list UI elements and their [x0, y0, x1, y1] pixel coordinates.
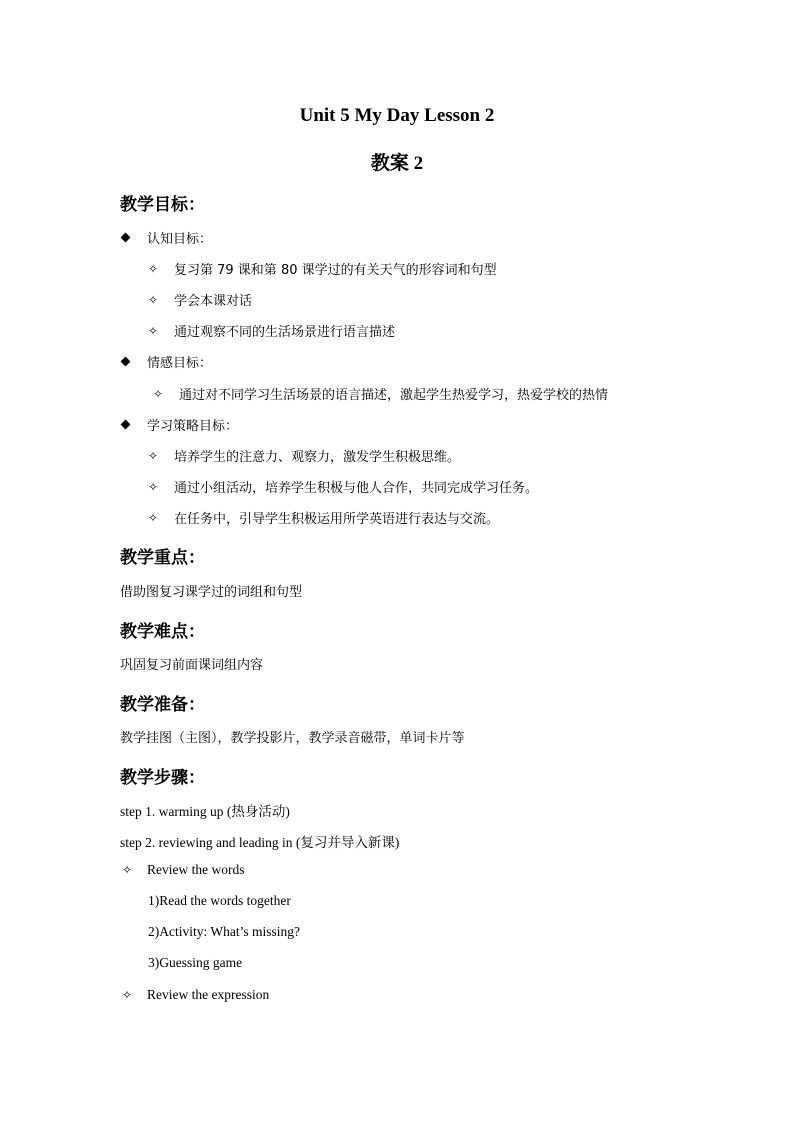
list-item: 1)Read the words together: [148, 893, 291, 908]
list-item: [146, 259, 497, 278]
strategy-objective-row: [120, 415, 238, 434]
list-item-text: 在任务中，引导学生积极运用所学英语进行表达与交流。: [174, 512, 500, 527]
list-item-text: 通过对不同学习生活场景的语言描述，激起学生热爱学习，热爱学校的热情: [179, 388, 609, 403]
list-item: [146, 321, 395, 340]
star-bullet-icon: ✧: [121, 863, 133, 877]
steps-heading: 教学步骤：: [120, 768, 205, 788]
list-item-text: 培养学生的注意力、观察力，激发学生积极思维。: [174, 450, 461, 465]
emotional-objective-label: 情感目标：: [147, 356, 213, 371]
list-item: [146, 446, 460, 465]
star-bullet-icon: ✧: [147, 292, 159, 307]
difficult-points-text: 巩固复习前面课词组内容: [120, 658, 264, 673]
difficult-points-heading: 教学难点：: [120, 622, 205, 642]
star-bullet-icon: ✧: [147, 510, 159, 525]
diamond-bullet-icon: [121, 233, 131, 243]
diamond-bullet-icon: [121, 357, 131, 367]
cognitive-objective-label: 认知目标：: [147, 232, 213, 247]
list-item: [146, 477, 538, 496]
document-subtitle: 教案 2: [370, 153, 424, 174]
review-expression-row: [120, 987, 269, 1003]
review-words-text: Review the words: [147, 862, 245, 877]
list-item-text: 复习第 79 课和第 80 课学过的有关天气的形容词和句型: [174, 263, 497, 278]
key-points-heading: 教学重点：: [120, 548, 205, 568]
list-item-text: 通过小组活动，培养学生积极与他人合作，共同完成学习任务。: [174, 481, 539, 496]
step-1-text: step 1. warming up (热身活动): [120, 804, 290, 819]
list-item: 3)Guessing game: [148, 955, 243, 970]
preparation-heading: 教学准备：: [120, 695, 205, 715]
cognitive-objective-row: [120, 228, 212, 247]
star-bullet-icon: ✧: [147, 448, 159, 463]
list-item-text: 通过观察不同的生活场景进行语言描述: [174, 325, 396, 340]
list-item: [151, 384, 608, 403]
key-points-text: 借助图复习课学过的词组和句型: [120, 585, 303, 600]
review-expression-text: Review the expression: [147, 987, 270, 1002]
strategy-objective-label: 学习策略目标：: [147, 419, 239, 434]
emotional-objective-row: [120, 352, 212, 371]
preparation-text: 教学挂图（主图），教学投影片，教学录音磁带，单词卡片等: [120, 731, 465, 746]
list-item: [146, 508, 499, 527]
list-item-text: 学会本课对话: [174, 294, 253, 309]
star-bullet-icon: ✧: [147, 261, 159, 276]
document-title: Unit 5 My Day Lesson 2: [299, 105, 495, 126]
star-bullet-icon: ✧: [152, 386, 164, 401]
objectives-heading: 教学目标：: [120, 195, 205, 215]
review-words-row: [120, 862, 244, 878]
star-bullet-icon: ✧: [147, 323, 159, 338]
diamond-bullet-icon: [121, 420, 131, 430]
step-2-text: step 2. reviewing and leading in (复习并导入新课): [120, 835, 400, 850]
list-item: [146, 290, 252, 309]
star-bullet-icon: ✧: [147, 479, 159, 494]
list-item: 2)Activity: What’s missing?: [148, 924, 300, 939]
star-bullet-icon: ✧: [121, 988, 133, 1002]
